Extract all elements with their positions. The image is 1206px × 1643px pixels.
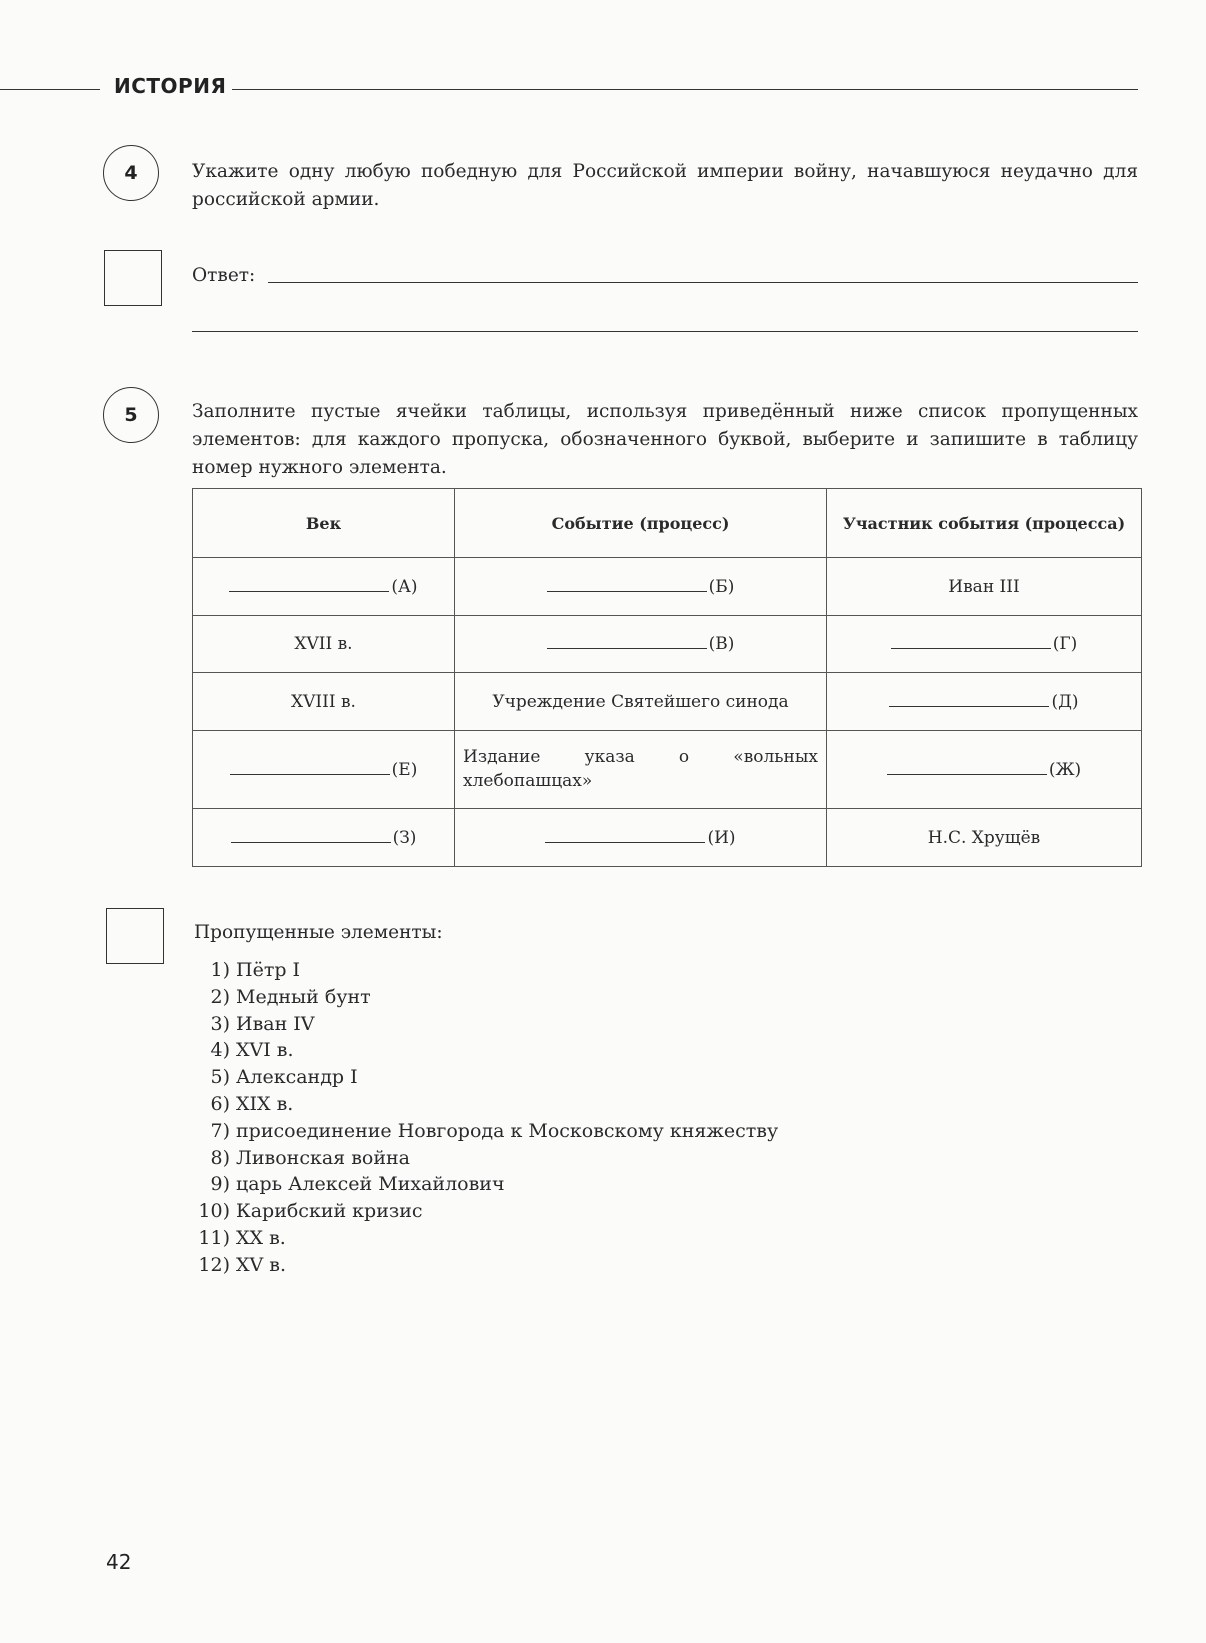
blank-letter: (Г) <box>1052 634 1078 654</box>
option-number: 5) <box>210 1066 230 1089</box>
option-number: 7) <box>210 1119 230 1142</box>
answer-box-4[interactable] <box>104 250 162 306</box>
option-number: 2) <box>210 985 230 1008</box>
missing-elements-title: Пропущенные элементы: <box>194 922 443 943</box>
blank-line <box>887 760 1047 775</box>
answer-line[interactable] <box>268 282 1138 283</box>
question-5-text: Заполните пустые ячейки таблицы, используя приведённый ниже список пропущенных элементов: для каждого пропуска, обозначенного буквой, выберите и запишите в таблицу номер нужного элемента. <box>192 401 1138 478</box>
option-text: XVI в. <box>236 1039 294 1062</box>
table-cell-blank[interactable] <box>455 809 827 867</box>
blank-letter: (Д) <box>1051 691 1079 712</box>
option-text: Иван IV <box>236 1012 315 1035</box>
option-number: 4) <box>210 1039 230 1062</box>
answer-label: Ответ: <box>192 265 256 286</box>
answer-box-5[interactable] <box>106 908 164 964</box>
table-row <box>193 558 1142 616</box>
table-cell: Н.С. Хрущёв <box>827 809 1142 867</box>
section-title: ИСТОРИЯ <box>114 74 227 98</box>
option-text: XV в. <box>236 1253 287 1276</box>
list-item <box>192 1118 778 1145</box>
option-number: 12) <box>198 1253 230 1276</box>
blank-letter: (А) <box>391 576 418 597</box>
question-5-number: 5 <box>103 387 159 443</box>
option-number: 9) <box>210 1173 230 1196</box>
header-century: Век <box>193 489 455 558</box>
table-cell: XVII в. <box>193 616 455 673</box>
header-event: Событие (процесс) <box>455 489 827 558</box>
list-item <box>192 1011 778 1038</box>
blank-line <box>547 634 707 649</box>
list-item <box>192 1145 778 1172</box>
list-item <box>192 984 778 1011</box>
table-row <box>193 809 1142 867</box>
table-cell-blank[interactable] <box>455 616 827 673</box>
table-cell-blank[interactable] <box>193 809 455 867</box>
option-number: 8) <box>210 1146 230 1169</box>
blank-letter: (Е) <box>391 759 418 780</box>
option-text: Карибский кризис <box>236 1200 423 1223</box>
header-participant: Участник события (процесса) <box>827 489 1142 558</box>
blank-letter: (И) <box>707 827 736 848</box>
option-text: Александр I <box>236 1066 358 1089</box>
table-cell-blank[interactable] <box>455 558 827 616</box>
option-text: XIX в. <box>236 1092 294 1115</box>
header-rule-left <box>0 89 100 90</box>
option-number: 10) <box>198 1200 230 1223</box>
task-table <box>192 488 1142 867</box>
question-4-text: Укажите одну любую победную для Российской империи войну, начавшуюся неудачно для российской армии. <box>192 161 1138 210</box>
option-text: царь Алексей Михайлович <box>236 1173 505 1196</box>
blank-line <box>891 634 1051 649</box>
option-number: 3) <box>210 1012 230 1035</box>
answer-line-2[interactable] <box>192 331 1138 332</box>
question-4-number: 4 <box>103 145 159 201</box>
option-text: Пётр I <box>236 959 301 981</box>
option-text: присоединение Новгорода к Московскому княжеству <box>236 1119 779 1142</box>
table-cell: Издание указа о «вольных хлебопашцах» <box>455 731 827 809</box>
table-header-row <box>193 489 1142 558</box>
option-number: 11) <box>198 1226 230 1249</box>
blank-line <box>889 692 1049 707</box>
blank-line <box>547 577 707 592</box>
missing-elements-list <box>192 957 778 1279</box>
list-item <box>192 1171 778 1198</box>
table-cell-blank[interactable] <box>193 731 455 809</box>
blank-line <box>229 577 389 592</box>
table-cell: Иван III <box>827 558 1142 616</box>
table-cell-blank[interactable] <box>193 558 455 616</box>
option-text: Ливонская война <box>236 1146 410 1169</box>
blank-line <box>231 828 391 843</box>
table-row <box>193 616 1142 673</box>
blank-letter: (Ж) <box>1048 759 1082 780</box>
table-row <box>193 731 1142 809</box>
list-item <box>192 1225 778 1252</box>
table-cell-blank[interactable] <box>827 673 1142 731</box>
list-item <box>192 1091 778 1118</box>
page-number: 42 <box>106 1550 132 1574</box>
table-cell-blank[interactable] <box>827 731 1142 809</box>
option-text: XX в. <box>236 1226 286 1249</box>
blank-line <box>230 760 390 775</box>
option-number: 1) <box>210 959 230 981</box>
blank-letter: (З) <box>392 827 417 848</box>
list-item <box>192 1037 778 1064</box>
list-item <box>192 1198 778 1225</box>
table-cell-blank[interactable] <box>827 616 1142 673</box>
header-rule-right <box>232 89 1138 90</box>
blank-letter: (Б) <box>708 576 735 597</box>
blank-line <box>545 828 705 843</box>
table-row <box>193 673 1142 731</box>
option-number: 6) <box>210 1092 230 1115</box>
list-item <box>192 1064 778 1091</box>
list-item <box>192 1252 778 1279</box>
option-text: Медный бунт <box>236 985 371 1008</box>
blank-letter: (В) <box>708 634 735 654</box>
list-item <box>192 957 778 984</box>
table-cell: Учреждение Святейшего синода <box>455 673 827 731</box>
table-cell: XVIII в. <box>193 673 455 731</box>
